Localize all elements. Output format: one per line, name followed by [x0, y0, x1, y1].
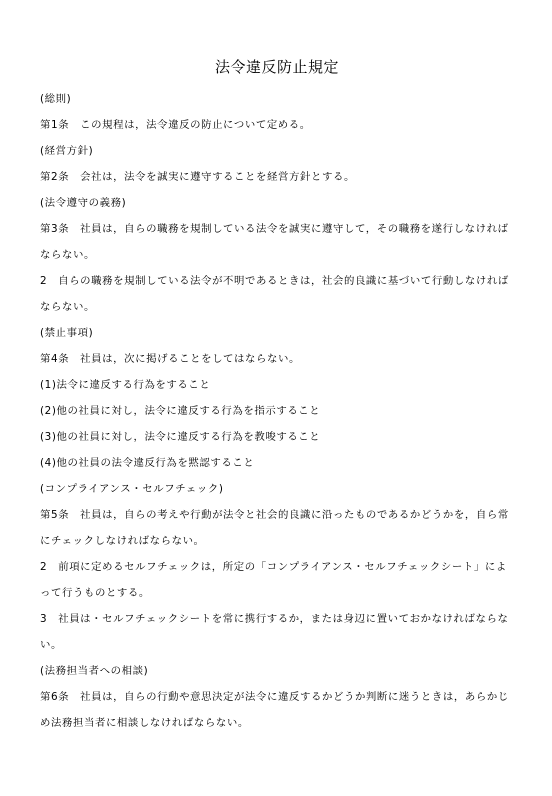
article-3-para-2-line-1: 2 自らの職務を規制している法令が不明であるときは，社会的良識に基づいて行動しなければ	[40, 275, 509, 287]
article-5-para-3-line-2: い。	[40, 639, 62, 651]
section-heading-compliance-duty: (法令遵守の義務)	[40, 197, 127, 209]
section-heading-legal-consultation: (法務担当者への相談)	[40, 665, 149, 677]
article-4-item-3: (3)他の社員に対し，法令に違反する行為を教唆すること	[40, 431, 321, 443]
section-heading-policy: (経営方針)	[40, 145, 94, 157]
section-heading-prohibitions: (禁止事項)	[40, 327, 94, 339]
article-5-line-1: 第5条 社員は，自らの考えや行動が法令と社会的良識に沿ったものであるかどうかを，自ら常	[40, 509, 509, 521]
article-5-para-3-line-1: 3 社員は・セルフチェックシートを常に携行するか，または身辺に置いておかなければならな	[40, 613, 509, 625]
article-3-para-2-line-2: ならない。	[40, 301, 95, 313]
article-1: 第1条 この規程は，法令違反の防止について定める。	[40, 119, 311, 131]
section-heading-general: (総則)	[40, 93, 72, 105]
article-6-line-1: 第6条 社員は，自らの行動や意思決定が法令に違反するかどうか判断に迷うときは，あらかじ	[40, 691, 509, 703]
article-4-item-1: (1)法令に違反する行為をすること	[40, 379, 211, 391]
article-4-item-4: (4)他の社員の法令違反行為を黙認すること	[40, 457, 255, 469]
section-heading-self-check: (コンプライアンス・セルフチェック)	[40, 483, 224, 495]
article-2: 第2条 会社は，法令を誠実に遵守することを経営方針とする。	[40, 171, 355, 183]
article-4: 第4条 社員は，次に掲げることをしてはならない。	[40, 353, 300, 365]
document-title: 法令違反防止規定	[214, 58, 339, 76]
article-5-line-2: にチェックしなければならない。	[40, 535, 205, 547]
article-3-line-2: ならない。	[40, 249, 95, 261]
document-body	[40, 86, 514, 736]
article-4-item-2: (2)他の社員に対し，法令に違反する行為を指示すること	[40, 405, 321, 417]
article-5-para-2-line-1: 2 前項に定めるセルフチェックは，所定の「コンプライアンス・セルフチェックシート」によ	[40, 561, 507, 573]
article-5-para-2-line-2: って行うものとする。	[40, 587, 150, 599]
article-6-line-2: め法務担当者に相談しなければならない。	[40, 717, 249, 729]
article-3-line-1: 第3条 社員は，自らの職務を規制している法令を誠実に遵守して，その職務を遂行しなければ	[40, 223, 509, 235]
